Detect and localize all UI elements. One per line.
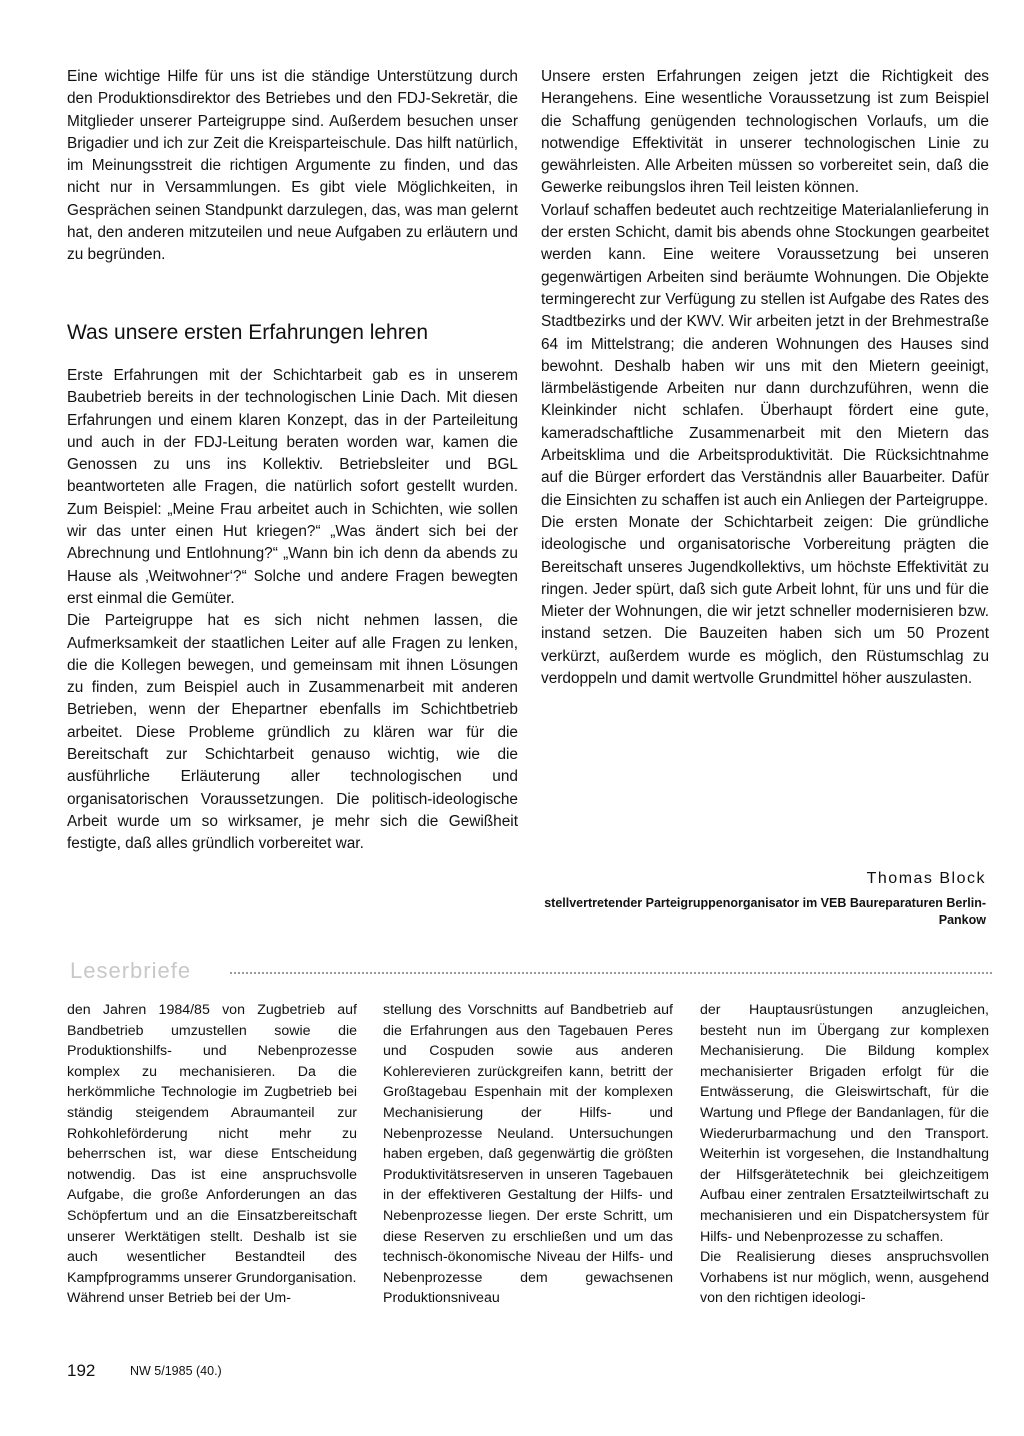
author-name: Thomas Block (866, 870, 986, 887)
article-paragraph: Unsere ersten Erfahrungen zeigen jetzt die Richtigkeit des Herangehens. Eine wesentliche Voraussetzung ist zum Beispiel die Schaffung genügenden technologischen Vorlaufs, um die notwendige Effektivität in unserer technologischen Linie zu gewährleisten. Alle Arbeiten müssen so vorbereitet sein, daß die Gewerke reibungslos ihren Teil leisten können. (541, 68, 989, 197)
article-column-right (541, 66, 989, 690)
section-divider (230, 972, 992, 974)
letters-paragraph: Während unser Betrieb bei der Um- (67, 1290, 291, 1307)
letters-column-1 (67, 1000, 357, 1309)
article-paragraph: Die ersten Monate der Schichtarbeit zeigen: Die gründliche ideologische und organisatorische Vorbereitung prägten die Bereitschaft unseres Jugendkollektivs, um höchste Effektivität zu ringen. Jeder spürt, daß sich gute Arbeit lohnt, für uns und für die Mieter der Wohnungen, die wir jetzt schneller modernisieren bzw. instand setzen. Die Bauzeiten haben sich um 50 Prozent verkürzt, außerdem wurde es möglich, den Rüstumschlag zu verdoppeln und damit wertvolle Grundmittel höher auszulasten. (541, 513, 989, 688)
article-column-left-body (67, 365, 518, 856)
letters-paragraph: den Jahren 1984/85 von Zugbetrieb auf Bandbetrieb umzustellen sowie die Produktionshilfs- und Nebenprozesse komplex zu mechanisieren. Da die herkömmliche Technologie im Zugbetrieb bei ständig steigendem Abraumanteil zur Rohkohleförderung nicht mehr zu beherrschen ist, war diese Entscheidung notwendig. Das ist eine anspruchsvolle Aufgabe, die große Anforderungen an das Schöpfertum und an die Einsatzbereitschaft unserer Werktätigen stellt. Deshalb ist sie auch wesentlicher Bestandteil des Kampfprogramms unserer Grundorganisation. (67, 1002, 357, 1286)
author-role: stellvertretender Parteigruppenorganisator im VEB Baureparaturen Berlin-Pankow (544, 896, 986, 927)
article-paragraph: Erste Erfahrungen mit der Schichtarbeit gab es in unserem Baubetrieb bereits in der technologischen Linie Dach. Mit diesen Erfahrungen und einem klaren Konzept, das in der Parteileitung und auch in der FDJ-Leitung beraten worden war, kamen die Genossen zu uns ins Kollektiv. Betriebsleiter und BGL beantworteten alle Fragen, die natürlich sofort gestellt wurden. Zum Beispiel: „Meine Frau arbeitet auch in Schichten, wie sollen wir das unter einen Hut kriegen?“ „Was ändert sich bei der Abrechnung und Entlohnung?“ „Wann bin ich denn da abends zu Hause als ‚Weitwohner‘?“ Solche und andere Fragen bewegten erst einmal die Gemüter. (67, 367, 518, 607)
letters-paragraph: Die Realisierung dieses anspruchsvollen Vorhabens ist nur möglich, wenn, ausgehend von den richtigen ideologi- (700, 1249, 989, 1307)
letters-column-2 (383, 1000, 673, 1309)
issue-label: NW 5/1985 (40.) (130, 1364, 222, 1378)
article-paragraph: Die Parteigruppe hat es sich nicht nehmen lassen, die Aufmerksamkeit der staatlichen Leiter auf alle Fragen zu lenken, die die Kollegen bewegen, und gemeinsam mit ihnen Lösungen zu finden, zum Beispiel auch in Zusammenarbeit mit anderen Betrieben, wenn der Ehepartner ebenfalls im Schichtbetrieb arbeitet. Diese Probleme gründlich zu klären war für die Bereitschaft zur Schichtarbeit genauso wichtig, wie die ausführliche Erläuterung aller technologischen und organisatorischen Voraussetzungen. Die politisch-ideologische Arbeit wurde um so wirksamer, je mehr sich die Gewißheit festigte, daß alles gründlich vorbereitet war. (67, 612, 518, 853)
letters-column-3 (700, 1000, 989, 1309)
article-intro-paragraph: Eine wichtige Hilfe für uns ist die ständige Unterstützung durch den Produktionsdirektor des Betriebes und den FDJ-Sekretär, die Mitglieder unserer Parteigruppe sind. Außerdem besuchen unser Brigadier und ich zur Zeit die Kreisparteischule. Das hilft natürlich, im Meinungsstreit die richtigen Argumente zu finden, und das nicht nur in Versammlungen. Es gibt viele Möglichkeiten, in Gesprächen seinen Standpunkt darzulegen, das, was man gelernt hat, den anderen mitzuteilen und neue Aufgaben zu erläutern und zu begründen. (67, 68, 518, 264)
article-column-left (67, 66, 518, 267)
section-heading: Was unsere ersten Erfahrungen lehren (67, 321, 429, 344)
letters-paragraph: stellung des Vorschnitts auf Bandbetrieb auf die Erfahrungen aus den Tagebauen Peres und Cospuden sowie aus anderen Kohlerevieren zurückgreifen kann, betritt der Großtagebau Espenhain mit der komplexen Mechanisierung der Hilfs- und Nebenprozesse Neuland. Untersuchungen haben ergeben, daß gegenwärtig die größten Produktivitätsreserven in unseren Tagebauen in der effektiveren Gestaltung der Hilfs- und Nebenprozesse liegen. Der erste Schritt, um diese Reserven zu erschließen und um das technisch-ökonomische Niveau der Hilfs- und Nebenprozesse dem gewachsenen Produktionsniveau (383, 1002, 673, 1307)
page-number: 192 (67, 1361, 96, 1380)
article-paragraph: Vorlauf schaffen bedeutet auch rechtzeitige Materialanlieferung in der ersten Schicht, damit bis abends ohne Stockungen gearbeitet werden kann. Eine weitere Voraussetzung bei unseren gegenwärtigen Arbeiten sind beräumte Wohnungen. Die Objekte termingerecht zur Verfügung zu stellen ist Aufgabe des Rates des Stadtbezirks und der KWV. Wir arbeiten jetzt in der Brehmestraße 64 im Mittelstrang; die anderen Wohnungen des Hauses sind bewohnt. Deshalb haben wir uns mit den Mietern geeinigt, lärmbelästigende Arbeiten nur dann durchzuführen, wenn die Kleinkinder nicht schlafen. Überhaupt fördert eine gute, kameradschaftliche Zusammenarbeit mit den Mietern das Arbeitsklima und die Arbeitsproduktivität. Die Rücksichtnahme auf die Bürger erfordert das Verständnis aller Bauarbeiter. Dafür die Einsichten zu schaffen ist auch ein Anliegen der Parteigruppe. (541, 201, 989, 509)
letters-section-title: Leserbriefe (70, 958, 192, 983)
letters-paragraph: der Hauptausrüstungen anzugleichen, besteht nun im Übergang zur komplexen Mechanisierung. Die Bildung komplex mechanisierter Brigaden erfolgt für die Entwässerung, die Gleiswirtschaft, für die Wartung und Pflege der Bandanlagen, für die Wiederurbarmachung und den Transport. Weiterhin ist vorgesehen, die Instandhaltung der Hilfsgerätetechnik bei gleichzeitigem Aufbau einer zentralen Ersatzteilwirtschaft zu mechanisieren und ein Dispatchersystem für Hilfs- und Nebenprozesse zu schaffen. (700, 1002, 989, 1245)
